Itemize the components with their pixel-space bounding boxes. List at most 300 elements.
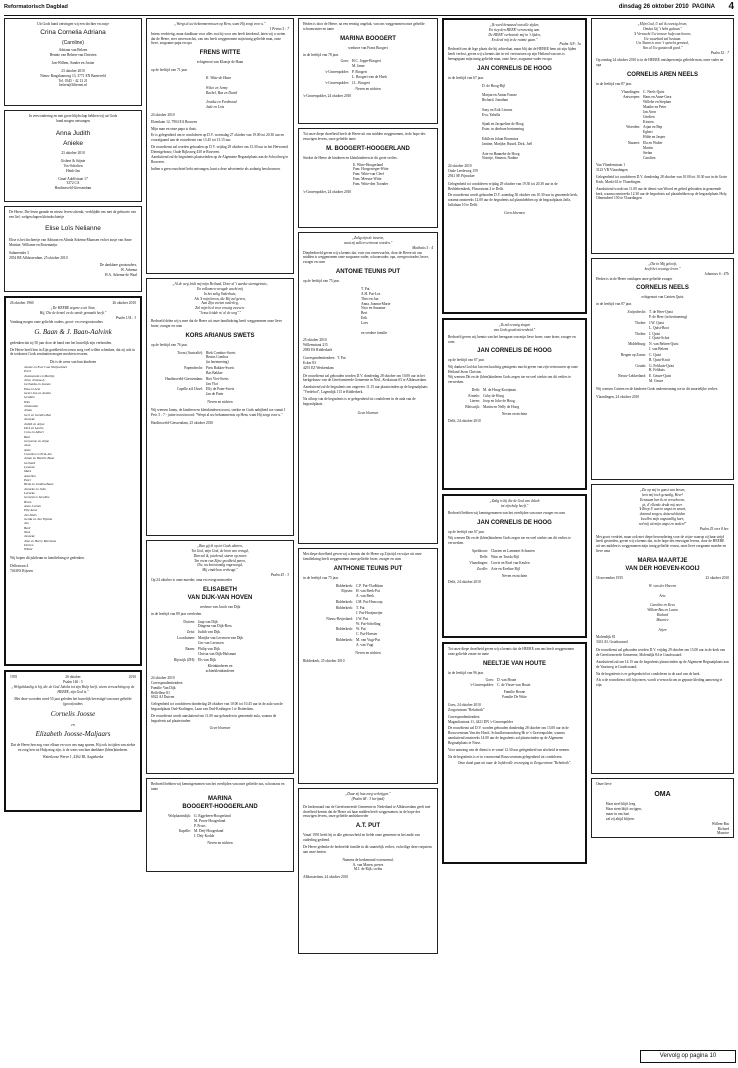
ad-address: Dellestraat 4 7461ES Rijssen: [10, 563, 33, 573]
family-place: Capelle a/d IJssel:: [176, 387, 203, 392]
family-place: Vlaardingen:: [469, 560, 488, 565]
family-row: [151, 829, 289, 839]
deceased-name: MARIA MAARTJE VAN DER HOEVEN-KOOIJ: [625, 557, 700, 573]
family-table: [448, 388, 581, 410]
verse: „Al de weg leidt mij mijn Heiland, Door al 't aardse stormgetruis, En volkomen vreugde wacht mij In het zalig Vaderhuis; Als 'k mijn kroon, die Hij zal geven, Aan Zijn voeten nederleg, Zal mijn lied voor eeuwig zweven: "Jezus leidde m' al de weg".": [172, 282, 268, 316]
deceased-name: JAN CORNELIS DE HOOG: [477, 65, 552, 72]
ad-intro: Vandaag mogen onze geliefde ouders, groot- en overgrootouders: [10, 320, 103, 325]
family-names: G. Eggebeen-Hoogerland M. Proos-Hoogerland P. Proos: [194, 813, 231, 828]
family-row: [448, 394, 581, 399]
nephews-line: Neven en nichten: [207, 841, 233, 846]
age-line: in de leeftijd van 96 jaar.: [448, 670, 484, 675]
family-names: C. Neels-Quist: [643, 89, 665, 94]
family-place: Wolphaartsdijk:: [168, 813, 191, 818]
family-list: Jannie en Evert van Wolfswinkel Evert Joanneneke en Martijn John, Jemma-ly Gerharda en Lianne Elsa en Arie Geert-Jan en Annita Gerdien Wim Johanneke Johan Gert en Gerdien Bal Janneke Judith en Arjan Dirk en Laurie Cora en Albert Beni Geryanne en Arjan Jana Anne Carolien en Erik-Jan Johan en Beatrix Baan Gerhard Lysanne Mark Annelien Peter Henk en Janitha Baan Janneke en John Leeneke Gerard en Jacoline Bram Anne-Carien Elly-Anne Jan-Niels Gerda en Jan Nijsink Jan Berd Niek Janneke Juke en Harry Marsman Dorien Wiktor: [24, 365, 67, 552]
family-names: Hans en Anne-Gera Willebe en Stephan Maaike en Peter Jan Aron Gerdien Kirsten: [643, 95, 672, 124]
deceased-name: MARINA BOOGERT: [340, 35, 396, 42]
family-row: [151, 377, 289, 387]
family-row: [596, 374, 729, 384]
family-place: Rijssen:: [341, 589, 353, 594]
parents: Adriaan van Belzen Hennie van Belzen-van Driesten: [49, 48, 97, 58]
deceased-name: JAN CORNELIS DE HOOG: [477, 519, 552, 526]
no-flowers: Geen bloemen: [504, 210, 525, 215]
family-names: Piets Bakker-Swets Bas Bakker: [206, 366, 234, 375]
verse-ref: Johannes 6 : 47b: [704, 271, 729, 276]
family-names: J. Quist J. Quist-Schot: [649, 331, 670, 341]
family-names: J.M. Put-Honcoop: [356, 600, 383, 605]
verse: „Wergt al uw bekommernissen op Hem, want Hij zorgt voor u.": [174, 22, 266, 26]
ad-text: Bedroefd hebben wij kennisgenomen van het overlijden van onze zwager en oom: [448, 510, 566, 515]
obituary-cornelis-aren-neels: [591, 18, 734, 254]
ad-text: Indien u geen rouwbrief hebt ontvangen, kunt u deze advertentie als zodanig beschouwen.: [151, 166, 281, 171]
ad-text: Wij hopen dit jubileum in familiekring te gedenken.: [10, 555, 85, 560]
verse-ref: Psalm 52 : 7: [710, 51, 729, 56]
ad-date: 24 oktober 2010: [151, 676, 175, 681]
ad-address: Molendijk 81 3361 AL Goudswaard: [596, 635, 628, 645]
ad-text: Bedroefd hebben wij kennisgenomen van het overlijden van onze geliefde zus, schoonzus en tante: [151, 782, 285, 791]
continued-link[interactable]: Vervolg op pagina 10: [640, 1050, 736, 1063]
family-names: M. van Vugt-Put A. van Vugt: [356, 638, 380, 647]
ad-intro: Met deze woorden werd 55 jaar geleden het huwelijk bevestigd van onze geliefde (groot)ouders: [14, 697, 132, 707]
family-names: C.P. Put-Vladblom: [356, 583, 384, 588]
wife-name: Elizabeth Joosse-Maljaars: [35, 730, 111, 739]
place-date: 's-Gravenpolder, 24 oktober 2010: [303, 93, 352, 98]
family-row: [596, 310, 729, 320]
family-table: [303, 584, 433, 648]
family-place: Tholen:: [634, 331, 646, 336]
family-row: [303, 81, 433, 86]
publication-name: Reformatorisch Dagblad: [4, 4, 68, 10]
age-line: op de leeftijd van 71 jaar.: [151, 68, 188, 73]
family-place: Middelburg:: [628, 342, 646, 347]
conjunction: en: [71, 722, 75, 727]
family-place: Vlaardingen:: [621, 89, 640, 94]
family-place: Ridderkerk:: [335, 600, 353, 605]
couple-names: G. Baan & J. Baan-Aalvink: [34, 328, 112, 337]
family-names: H.C. Joppe-Boogert M. Janse: [352, 59, 381, 69]
anniversary-ad-joosse: [4, 670, 142, 812]
family-place: Nieuw-Beijerland:: [326, 616, 353, 621]
family-row: [151, 620, 289, 630]
nephews-line: Neven en nichten: [355, 650, 381, 655]
spouse-line: weduwe van Jacob van Dijk: [199, 604, 241, 609]
obituary-elisabeth-van-dijk: [146, 540, 294, 774]
anniversary-dates: 1955 26 oktober 2010: [10, 675, 136, 679]
family-row: [596, 125, 729, 140]
family-names: Riek Combos-Swets Bertus Combos (in herinnering): [206, 350, 236, 365]
ad-text: Bedroefd geven wij kennis van het heengaan van mijn lieve broer, onze broer, zwager en oom: [448, 334, 576, 344]
correspondence-address: Correspondentieadres: Familie Van Dijk Bellefleur 81 6922 AJ Duiven: [151, 680, 184, 700]
family-names: J.W. Put W. Put-Schelling: [356, 616, 381, 626]
ad-text: Op zondag 24 oktober 2010 is in de HEERE ontslapen mijn geliefde man, onze vader en opa: [596, 57, 724, 67]
family-row: [448, 405, 581, 410]
ad-address: Sulamender 3 2954 BE Alblasserdam, 25 oktober 2010: [9, 251, 68, 260]
ad-text: Diepbedroefd geven wij u kennis dat, voor ons onverwachts, door de Heere uit ons midden is weggenomen onze zorgzame vader, schoonvader, opa, overgrootvader, broer, zwager en oom: [303, 250, 429, 265]
family-place: Antwerpen:: [623, 95, 640, 100]
family-row: [151, 387, 289, 397]
family-table: [303, 59, 433, 85]
column-3: [298, 18, 438, 958]
tribute-oma: [591, 778, 734, 838]
ad-intro: Op 24 oktober is onze moeder, oma en overgrootmoeder: [151, 577, 233, 582]
verse: „Zie op mij in gunst van boven, leen mij toch genadig, Heer! Eenzaam ben ik en verschoven, ja, d' ellende drukt mij neer. 'k Roep U aan in angst en smart, doizend zorgen, duizend duiden kwellen mijn angstvallig hart; red mij uit mijn angst en noden!": [638, 488, 687, 526]
deceased-name: JAN CORNELIS DE HOOG: [477, 348, 552, 355]
family-names: Riet Viet-Swets Jan Vlot: [206, 376, 229, 386]
family-place: Bleiswijk:: [465, 405, 480, 410]
family-names: Marijke van Leeuwen-van Dijk Ger van Leeuwen: [198, 636, 244, 645]
family-place: Delft:: [471, 387, 480, 392]
ad-address: Elzenlaan 12, 7904 EA Bouwen: [151, 119, 198, 124]
deceased-name: CORNELIS NEELS: [636, 285, 689, 292]
anniversary-dates: 26 oktober 1960 26 oktober 2010: [10, 301, 136, 305]
ad-text: Tot onze diepe droefheid heeft de Heere uit ons midden weggenomen, in de hope des eeuwigen levens, onze geliefde tante: [303, 132, 426, 141]
nephews-line: Neven en nichten: [501, 573, 528, 578]
funeral-info: De rouwdienst zal D.V. worden gehouden donderdag 28 oktober om 13.00 uur in de Rouwcentrum Van der Hooft, Schoolkreuzondweg 8b te 's-Gravenpolder, waarna aansluitend omstreeks 14.00 uur de begrafenis zal plaatsvinden op de Algemene Begraafplaats te Nisse.: [448, 726, 569, 745]
ad-text: Heden is door de Heere, na een eenstig ongeluk, van ons weggenomen onze geliefde schoonzuster en tante: [303, 22, 425, 31]
family-table: [448, 678, 581, 689]
family-place: Papendrecht:: [184, 366, 203, 371]
family-place: Goes:: [485, 677, 494, 682]
family-names: C. Quist B. Quist-Kruit: [649, 352, 670, 362]
child-name: Anna Judith: [55, 129, 91, 137]
verse-ref: Psalm 43 : 3: [270, 573, 289, 578]
family-place: Baarn:: [185, 646, 195, 651]
family-row: [448, 555, 581, 560]
place-date: Delft, 24 oktober 2010: [448, 580, 481, 585]
family-names: Elly de Pater-Swets Jan de Pater: [206, 387, 235, 397]
family-place: Toora (Australië):: [177, 350, 203, 355]
spouse-line: echtgenoot van Klaasje de Haan: [196, 60, 244, 65]
ad-intro: Onze lieve: [596, 782, 612, 786]
family-place: Delft:: [479, 555, 488, 559]
no-flowers: Geen bloemen: [209, 725, 231, 730]
birth-ad-elise: [4, 206, 142, 292]
ad-wish: Dit is de wens van hun kinderen: [49, 360, 97, 365]
verse-ref: Mattheüs 5 : 4: [412, 245, 433, 250]
family-names: Clazien en Lammert Schouten: [491, 549, 535, 554]
family-row: [448, 678, 581, 683]
grandparents: De dankbare grootouders, W. Arkema H.A. Arkema-de Waal: [99, 262, 137, 277]
ad-text: Dat de Heere hen nog voor elkaar en voor ons mag sparen. Hij ook in tijden van ziekte en zorg hen tot Hulp mag zijn, is de wens van hun dankbare (klein)kinderen.: [10, 742, 136, 752]
family-place: Loosduinen:: [177, 636, 195, 641]
family-list: Familie Boone Familie De Witte: [502, 690, 527, 700]
family-table: [151, 351, 289, 398]
ad-text: Heden is in de Heere ontslapen onze geliefde zwager: [596, 276, 673, 281]
family-row: [448, 567, 581, 572]
no-flowers: Geen bloemen: [357, 410, 379, 415]
column-4: [442, 18, 587, 868]
family-place: Zwolle:: [476, 566, 488, 571]
family-row: [151, 658, 289, 663]
family-row: [448, 399, 581, 404]
funeral-info: De rouwdienst wordt aansluitend om 11.00 uur gehouden in genoemde aula, waarna de begrafenis zal plaatsvinden.: [151, 713, 277, 723]
deceased-name: ANTHONIE TEUNIS PUT: [333, 565, 403, 572]
family-names: Coby de Hoog: [483, 393, 504, 398]
family-names: Corrie en Roel van Keulen: [491, 560, 530, 565]
obituary-church-council: [298, 788, 438, 954]
ad-date: 23 oktober 2010: [61, 151, 85, 156]
verse-ref: Psalm 118 : 3a: [559, 42, 581, 47]
family-row: [596, 342, 729, 352]
deceased-name: M. BOOGERT-HOOGERLAND: [326, 145, 410, 152]
obituary-anthonie-teunis-put: [298, 548, 438, 784]
ad-text: Met diepe droefheid geven wij u kennis dat de Heere op Zijn tijd en wijze uit onze familiekring heeft weggenomen onze geliefde broer, zwager en oom: [303, 552, 422, 561]
call-name: Anieke: [63, 140, 83, 148]
ad-text: gedenken dat zij 50 jaar door de band van het huwelijk zijn verbonden.: [10, 340, 113, 345]
family-names: H. van Beek-Put A. van Beek: [356, 589, 380, 599]
ad-date: 23 oktober 2010: [61, 68, 85, 73]
obituary-marina-boogert-family: [146, 778, 294, 872]
family-place: Ridderkerk:: [335, 627, 353, 632]
place-date: Delft, 24 oktober 2010: [448, 418, 481, 423]
family-place: Ridderkerk:: [335, 583, 353, 588]
ad-text: Tot onze diepe droefheid geven wij u kennis dat de HEERE van ons heeft weggenomen onze geliefde zuster en tante: [448, 647, 574, 656]
family-table: [151, 620, 289, 663]
family-place: Ermelo:: [468, 393, 480, 398]
family-place: Ridderkerk:: [335, 638, 353, 643]
correspondence-address: Correspondentieadres: Magnoliastraat 11, 4421 DN 's-Gravenpolder: [448, 714, 513, 724]
family-list: Willem-Bas Richard Maurice: [711, 821, 729, 836]
ad-text: Mijn man en onze papa is thuis.: [151, 126, 197, 131]
age-line: in de leeftijd van 87 jaar.: [596, 302, 632, 307]
ad-address: Nieuw Burgslaanweg 13, 3771 EN Barneveld Tel. 0345 - 42 13 21 belzen@filternet.nl: [40, 73, 106, 88]
birth-ad-anna: [4, 110, 142, 202]
verse: „De HEERE zegene u uit Sion, Hij, Die de hemel en de aarde gemaakt heeft.": [39, 305, 107, 315]
family-row: [303, 70, 433, 80]
deceased-name: OMA: [654, 790, 671, 798]
family-names: J.W. Quist L. Quist-Boot: [649, 320, 669, 330]
obituary-marina-boogert: [298, 18, 438, 124]
funeral-info: De rouwdienst zal gehouden worden D.V. donderdag 28 oktober om 10.00 uur in het kerkgebouw van de Gereformeerde Gemeente in Ned., Kerkstraat 63 te Alblasserdam.: [303, 373, 427, 383]
family-names: W. Put C. Put-Hoester: [356, 627, 378, 637]
verse-ref: I Petrus 5 : 7: [270, 26, 289, 31]
family-names: Jaap van Dijk Dingena van Dijk-Boss: [198, 619, 232, 629]
verse: „Daar zij hun zorg verkrijgen.": [345, 792, 391, 796]
issue-date: dinsdag 26 oktober 2010 PAGINA: [618, 4, 715, 10]
family-names: Wim en Truida Bijl: [491, 555, 519, 559]
deceased-name: ANTONIE TEUNIS PUT: [335, 269, 401, 276]
grandchildren-line: Kleinkinderen en achterkleinkinderen: [205, 664, 235, 674]
obituary-jan-de-hoog-siblings: [442, 318, 587, 490]
farewell-info: Voor aanvang van de dienst is er vanaf 12.30 uur gelegenheid om afscheid te nemen.: [448, 747, 570, 752]
ad-text: Bedroefd delen wij u mee dat de Heere uit onze familiekring heeft weggenomen onze lieve broer, zwager en oom: [151, 318, 282, 328]
family-place: 's-Gravenpolder:: [470, 683, 494, 688]
family-row: [151, 636, 289, 646]
ad-intro: De Heere, Die lesen gaande en nieuw leven schenkt, verblijdde ons met de geboorte van een lief, welgeschapen kleindochtertje: [9, 210, 136, 219]
condolence-info: Gelegenheid tot condoleren D.V. donderdag 28 oktober van 10.00 tot 10.30 uur in de Grote Kerk, Markt 63 te Vlaardingen.: [596, 175, 728, 184]
ad-address: Graaf Adolfstraat 17 3372 CA Hardinxveld-Giessendam: [54, 176, 92, 191]
ad-text: Wij wensen Janny, de kinderen en kleinkinderen troost, sterkte en Gods nabijheid toe vanuit I Petr. 5 : 7 - juiste troostwoord: "Werpt al uw bekommernis op Hem, want Hij zorgt voor u.": [151, 407, 286, 417]
obituary-jan-de-hoog-inlaws: [442, 494, 587, 638]
burial-info: Aansluitend zal om 14.15 uur de begrafenis plaatsvinden op de Algemene Begraafplaats aan de Vaartweg te Goudswaard.: [596, 659, 729, 669]
verse: „Welgelukzalig is hij, die de God Jakobs tot zijn Hulp heeft, wiens verwachting op de HEERE, zijn God is.": [11, 684, 135, 694]
burial-info: Aansluitend zal de begrafenis om ongeveer 11.15 uur plaatsvinden op de begraafplaats "Vredehof", Lagendijk 113 te Ridderkerk.: [303, 385, 428, 395]
correspondence-address: Correspondentieadres: T. Put Ecker 83 4291 EZ Werkendam: [303, 355, 346, 370]
nephews-line: Neven en nichten: [501, 412, 528, 417]
family-row: [448, 683, 581, 688]
ad-address: Van Vlandenstraat 1 3123 VR Vlaardingen: [596, 163, 628, 173]
family-row: [151, 647, 289, 657]
family-row: [151, 351, 289, 366]
obituary-boogert-hoogerland: [298, 128, 438, 228]
family-names: E. Geuze-Quist M. Geuze: [649, 374, 672, 384]
family-place: Rijswijk (ZH):: [173, 657, 195, 662]
deceased-name: A.T. PUT: [355, 823, 381, 830]
family-names: G. Feltkuis-Quist B. Feltkuis: [649, 363, 674, 373]
husband-name: Cornelis Joosse: [50, 710, 96, 719]
age-line: op de leeftijd van 76 jaar.: [151, 342, 188, 347]
family-names: M. de Hoog-Kooijman: [483, 387, 516, 392]
family-row: [596, 141, 729, 160]
family-row: [151, 814, 289, 829]
ad-address: Waterlooze Werve 1, 4362 BL Aagtekerke: [42, 755, 104, 760]
ad-text: Wij danken God dat Jan een krachtig getuigenis mocht geven van zijn vertrouwen op onze Heiland Jezus Christus. Wij wensen Dit en de (klein)kinderen Gods zegen toe en veel sterkte om dit verlies te verwerken.: [448, 365, 578, 384]
ad-text: Met groot verdriet, maar ook met diepe bewondering voor de wijze waarop zij haar strijd heeft gestreden, geven wij u kennis dat, in de hope des eeuwigen levens, door de HEERE uit ons midden is weggenomen mijn innig geliefde vrouw, onze lieve zorgzame moeder en lieve oma: [596, 534, 727, 554]
verse: „Zalig is hij die de God van Jakob tot zijn hulp heeft.": [489, 499, 540, 508]
family-names: M. Deij-Hoogerland J. Deij-Kodde: [194, 829, 224, 839]
deceased-name: CORNELIS AREN NEELS: [626, 71, 699, 78]
deceased-name: FRENS WITTE: [199, 50, 241, 57]
family-place: Kapelle:: [178, 829, 191, 834]
ad-date: 24 oktober 2010: [151, 112, 175, 117]
page-number: 4: [728, 1, 734, 12]
age-line: in de leeftijd van 75 jaar.: [303, 575, 339, 580]
ad-intro: Uit Gods hand ontvingen wij een dochter en zusje: [37, 22, 109, 26]
birth-ad-crina: [4, 18, 142, 106]
funeral-info: Aansluitend wordt om 11.00 uur de dienst van Woord en gebed gehouden in genoemde kerk, waarna omstreeks 12.30 uur de begrafenis zal plaatshebben op de begraafplaats Holy, Olmendreef 150 te Vlaardingen.: [596, 186, 728, 201]
family-place: Apeldoorn:: [471, 549, 488, 554]
family-names: T. de Heer-Quist P. de Heer (in herinnering): [649, 310, 688, 319]
family-names: J.L. Boogert: [352, 80, 370, 85]
condolence-info: Na afloop van de begrafenis is er gelegenheid tot condoleren in de aula van de begraafplaats.: [303, 396, 416, 406]
family-names: Joop en Joke de Hoog: [483, 399, 515, 404]
family-place: Nieuw-Lekkerland:: [617, 374, 646, 379]
family-row: [303, 589, 433, 599]
condolence-info: Gelegenheid tot condoleren donderdag 28 oktober van 10.00 tot 10.45 uur in de aula van de begraafplaats Oud-Kralingen, Laan van Oud-Kralingen 1 te Rotterdam.: [151, 702, 283, 712]
ad-text: Sterkte de Heere de kinderen en kleinkinderen in dit grote verlies.: [303, 155, 398, 160]
condolence-info: Gelegenheid tot condoleren vrijdag 29 oktober van 19.30 tot 20.30 uur in de Bethlehemkerk, Fluwestraat 2 te Delft.: [448, 181, 558, 191]
verse: „Die in Mij gelooft, heeft het eeuwige leven.": [644, 262, 681, 271]
family-row: [596, 321, 729, 331]
ad-address: 24 oktober 2010 Oude Leedeweg 159 2941 SE Pijnacker: [448, 164, 478, 178]
deceased-name: ELISABETH VAN DIJK-VAN HOVEN: [187, 586, 253, 601]
nephews-line: Neven en nichten: [207, 400, 233, 405]
obituary-cornelis-neels: [591, 258, 734, 480]
family-list: W. van der Hoeven Arie Caroline en Kees Willem-Bas en Laura Richard Maurice Arjen: [647, 584, 678, 632]
child-name: Crina Cornelia Adriana: [40, 28, 106, 36]
obituary-neeltje-van-houte: [442, 642, 587, 864]
family-row: [596, 95, 729, 124]
dresscode-info: Als u de rouwdienst wilt bijwonen, wordt u verzocht om in gepaste kleding aanwezig te zijn.: [596, 678, 723, 688]
page-header: [4, 2, 734, 16]
age-line: in de leeftijd van 87 jaar.: [596, 81, 632, 86]
family-table: [596, 90, 729, 161]
family-names: D. van Houte: [497, 677, 517, 682]
ad-text: Intens verdrietig, maar dankbaar voor alles wat hij voor ons heeft betekend, laten wij u weten dat de Heere, zeer onverwachts, van ons heeft weggenomen mijn innig geliefde man, onze lieve, zorgzame papa en opa: [151, 31, 286, 46]
age-line: in de leeftijd van 78 jaar.: [303, 52, 339, 57]
spouse-line: weduwe van Frans Boogert: [348, 45, 388, 50]
family-table: [151, 814, 289, 839]
family-place: Woerden:: [626, 125, 640, 130]
column-5: [591, 18, 734, 842]
place-date: Alblasserdam, 24 oktober 2010: [303, 875, 349, 880]
place-date: 's-Gravenpolder, 24 oktober 2010: [303, 189, 352, 194]
ad-text: Vanaf 1991 heeft hij in alle getrouwheid en liefde onze gemeente in het ambt van ouderling gediend.: [303, 833, 420, 843]
family-row: [303, 638, 433, 648]
family-names: Arjan en Bep Egbert Hilde en Jasper: [643, 125, 666, 140]
verse-ref: (Psalm 68 : 3 berijmd): [351, 796, 385, 801]
family-place: Ridderkerk:: [335, 606, 353, 610]
age-line: op de leeftijd van 75 jaar.: [303, 279, 340, 284]
ad-address: 25 oktober 2010 Willemstraat 215 2983 ES Ridderkerk: [303, 338, 333, 353]
child-name: Elise Loïs Nelianne: [45, 224, 101, 232]
family-row: [151, 366, 289, 376]
family-row: [596, 353, 729, 363]
column-2: [146, 18, 294, 876]
place-date: Hardinxveld-Giessendam, 25 oktober 2010: [151, 420, 214, 425]
family-table: [596, 310, 729, 384]
family-place: Lieren:: [469, 399, 480, 404]
spouse-line: echtgenoot van Catrien Quist: [641, 295, 684, 300]
verse-ref: Psalm 134 : 3: [115, 315, 136, 320]
family-names: N. van Belzen-Quist J. van Belzen: [649, 342, 679, 352]
family-row: [303, 627, 433, 637]
family-row: [303, 59, 433, 69]
family-row: [303, 617, 433, 627]
family-row: [303, 600, 433, 605]
family-place: Zeist:: [186, 630, 195, 635]
ad-text: Elise is het dochtertje van Adriaan en Alinda Arkema-Maassen en het zusje van Anne Martine, Williame en Rosemarijn.: [9, 238, 132, 248]
family-row: [448, 388, 581, 393]
verse: „Ban gij ik op tot Gods altaren, Tot God, mijn God, de bron van vreugd, Dan zal ik, juichend, staren op zaren Ten roem van Zijne goedheid paren, Die, na kortstondig ongenoegd, Mij eindeloos verheugt.": [191, 544, 249, 573]
family-row: [151, 630, 289, 635]
family-row: [448, 561, 581, 566]
family-names: P. Boogert L. Boogert-van de Hoek: [352, 70, 387, 79]
family-place: Hardinxveld-Giessendam:: [165, 376, 203, 381]
family-list: E. Witte-Hoogerland Fam. Hoogeweger-Witte Fam. Witte-van Cleef Fam. Meeuse-Witte Fam. Witte-den Toonder: [353, 162, 389, 186]
ad-text: Bedroefd om de lege plaats die hij achterlaat, maar blij dat de HEERE hem uit zijn lijden heeft verlost, geven wij u kennis dat in vol vertrouwen op zijn Heiland van ons is heengegaan mijn innig geliefde man, onze lieve, zorgzame vader en opa: [448, 47, 577, 61]
family-place: Goes:: [340, 59, 349, 64]
age-line: op de leeftijd van 67 jaar.: [448, 529, 485, 534]
verse: „Ik werd benauwd van alle zijden, En riep den HEER' verwoestig aan. De HEER' verhoorde mij in 't lijden, En deed mij in de ruimte gaan.": [488, 23, 541, 42]
condolence-info: Na de begrafenis is er in voornoemd Rouwcentrum gelegenheid tot condoleren.: [448, 754, 563, 759]
deceased-name: MARINA BOOGERT-HOOGERLAND: [182, 795, 258, 810]
age-line: in de leeftijd van 89 jaar overleden.: [151, 611, 202, 616]
thanks-line: Onze dank gaat uit naar de liefdevolle verzorging in Zorgcentrum "Rehoboth".: [457, 761, 572, 766]
ad-text: Wij wensen Catrien en de kinderen Gods ondersteuning toe in dit smartelijke verlies.: [596, 386, 719, 391]
siblings: Jan-Willem, Sander en Josine: [51, 61, 95, 66]
family-names: Judith van Dijk: [198, 630, 221, 635]
ad-text: De Heere gedenke de bedroefde familie in dit smartelijk verlies, en heilige deze roepstem aan onze harten.: [303, 845, 432, 854]
family-list: D. de Hoog-Bijl Marjan en Anton Faasse Richard, Jonathan Suzy en Erik Lissens Eva, Yabella Sjaak en Jacqueline de Hoog Ester, in dierbare herinnering Edith en Johan Boomstra Jantine, Marijke, Ruurd, Dirk, Joël Arie en Hanneke de Hoog Noortje, Simeon, Nadine: [482, 83, 533, 161]
condolence-info: Na de begrafenis is er gelegenheid tot condoleren in de zaal van de kerk.: [596, 671, 701, 676]
family-place: Gouda:: [635, 363, 646, 368]
parents: Gisbert & Stijnie Vos-Scholten Henk-Jan: [60, 159, 86, 173]
verse: „Ik zal eeuwig zingen van Gods goedertierenheid.": [493, 323, 536, 332]
family-names: Arie en Eveline Bijl: [491, 566, 520, 571]
funeral-info: De rouwdienst zal worden gehouden op D.V. vrijdag 29 oktober om 13.30 uur in het Hervormd Dienstgebouw, Oude Rijksweg 430 te Rouveen. Aansluitend zal de begrafenis plaatsvinden op de Algemene Begraafplaats aan de Schoolweg te Rouveen.: [151, 145, 289, 164]
poem: Haar steel blijft leeg Haar stem blijft zwijgen, maar in ons hart zal zij altijd blijven.: [606, 802, 642, 821]
family-place: Zwijndrecht:: [627, 310, 646, 315]
place-date: Vlaardingen, 24 oktober 2010: [596, 394, 640, 399]
family-row: [303, 584, 433, 589]
family-place: 's-Gravenpolder:: [325, 70, 349, 75]
column-1: [4, 18, 142, 816]
family-row: [596, 364, 729, 374]
family-names: T. Put J. Put-Hooijmeijer: [356, 606, 383, 615]
family-names: Ela en Walter Martin Stefan Carolien: [643, 140, 663, 160]
family-list: K. Witte-de Haan Wilco en Jenny Rachel, Bas en David Jessika en Ferdinand Jade en Lois: [206, 76, 238, 110]
